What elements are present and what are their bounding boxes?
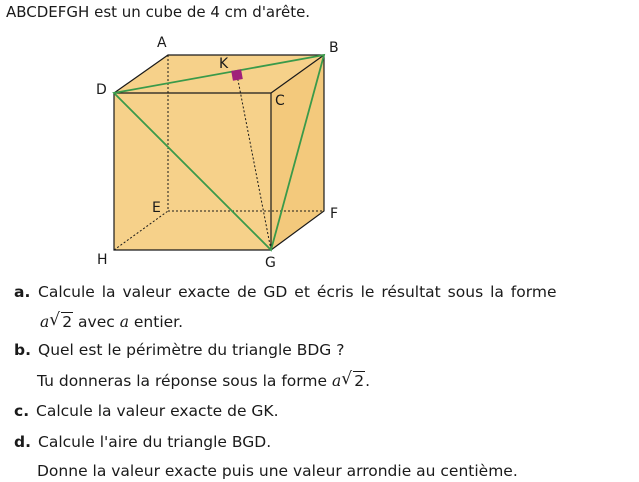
question-c-label: c. (14, 402, 30, 420)
vertex-g-label: G (265, 255, 276, 271)
question-b-end: . (365, 372, 371, 390)
var-a: a (40, 313, 50, 331)
var-a2: a (119, 313, 129, 331)
question-d-text: Calcule l'aire du triangle BGD. (38, 433, 272, 451)
vertex-c-label: C (275, 93, 285, 109)
question-a-text: Calcule la valeur exacte de GD et écris le résultat sous la forme (38, 283, 557, 301)
question-a-mid: avec (73, 313, 120, 331)
vertex-b-label: B (329, 40, 339, 56)
question-c-text: Calcule la valeur exacte de GK. (36, 402, 279, 420)
question-a-end: entier. (128, 313, 184, 331)
question-d-line2: Donne la valeur exacte puis une valeur arrondie au centième. (37, 462, 518, 480)
question-b-line2 (37, 369, 371, 390)
vertex-e-label: E (152, 200, 161, 216)
vertex-f-label: F (330, 206, 339, 222)
vertex-a-label: A (157, 35, 167, 51)
sqrt-value: 2 (62, 313, 73, 331)
sqrt-symbol: √ 2 (49, 310, 73, 331)
question-b-label: b. (14, 341, 31, 359)
problem-statement: ABCDEFGH est un cube de 4 cm d'arête. (6, 3, 311, 21)
vertex-d-label: D (96, 82, 107, 98)
right-angle-marker (231, 69, 243, 81)
vertex-k-label: K (219, 56, 229, 72)
question-d-label: d. (14, 433, 31, 451)
question-b-line2-text: Tu donneras la réponse sous la forme (37, 372, 332, 390)
sqrt-value-b: 2 (354, 372, 365, 390)
question-a-line2 (40, 310, 184, 331)
vertex-h-label: H (97, 252, 108, 268)
sqrt-symbol-b: √ 2 (341, 369, 365, 390)
question-a-label: a. (14, 283, 31, 301)
question-b-text: Quel est le périmètre du triangle BDG ? (38, 341, 345, 359)
var-a-b: a (331, 372, 342, 390)
